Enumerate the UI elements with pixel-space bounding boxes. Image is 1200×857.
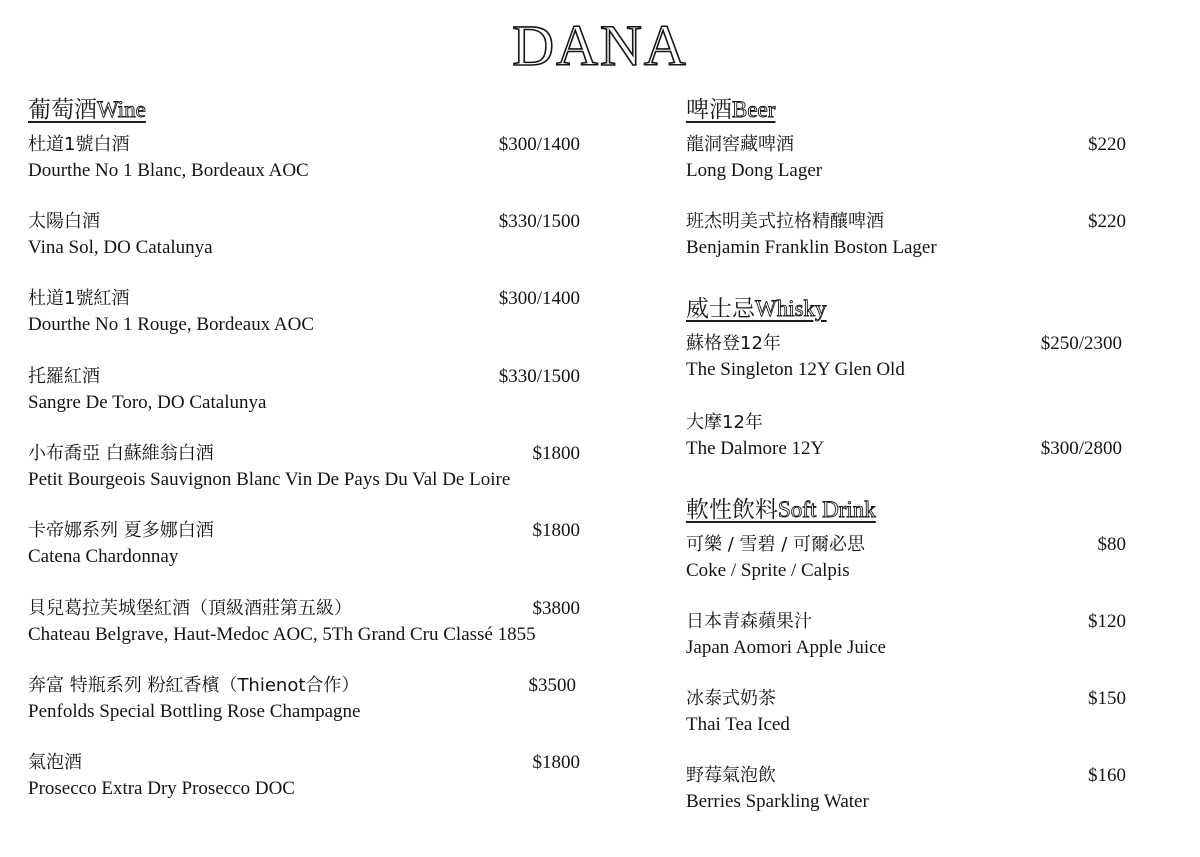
whisky-heading — [686, 295, 827, 323]
item-name-en: Vina Sol, DO Catalunya — [28, 237, 213, 258]
item-name-en: Thai Tea Iced — [686, 714, 790, 735]
soft-drink-heading-en: Soft Drink — [778, 497, 876, 522]
item-price: $3800 — [532, 598, 580, 619]
beer-heading — [686, 96, 775, 124]
item-name-en: Prosecco Extra Dry Prosecco DOC — [28, 778, 295, 799]
item-name-zh: 太陽白酒 — [28, 211, 100, 232]
whisky-heading-zh: 威士忌 — [686, 296, 755, 321]
item-name-en: Coke / Sprite / Calpis — [686, 560, 850, 581]
item-price: $300/2800 — [1040, 438, 1122, 459]
item-name-en: Sangre De Toro, DO Catalunya — [28, 392, 267, 413]
item-name-en: Penfolds Special Bottling Rose Champagne — [28, 701, 361, 722]
item-price: $80 — [1097, 534, 1126, 555]
item-name-zh: 冰泰式奶茶 — [686, 688, 776, 709]
item-name-zh: 貝兒葛拉芙城堡紅酒（頂級酒莊第五級） — [28, 598, 352, 619]
item-price: $300/1400 — [498, 288, 580, 309]
menu-title: DANA — [512, 13, 688, 78]
item-name-zh: 杜道1號紅酒 — [28, 288, 130, 309]
item-price: $1800 — [532, 443, 580, 464]
item-name-zh: 龍洞窖藏啤酒 — [686, 134, 794, 155]
beer-heading-zh: 啤酒 — [686, 97, 732, 122]
item-name-en: Dourthe No 1 Blanc, Bordeaux AOC — [28, 160, 309, 181]
item-name-zh: 卡帝娜系列 夏多娜白酒 — [28, 520, 214, 541]
item-price: $1800 — [532, 752, 580, 773]
item-name-en: Chateau Belgrave, Haut-Medoc AOC, 5Th Grand Cru Classé 1855 — [28, 624, 536, 645]
item-name-zh: 氣泡酒 — [28, 752, 82, 773]
item-price: $3500 — [528, 675, 576, 696]
beer-heading-en: Beer — [732, 97, 776, 122]
item-name-zh: 杜道1號白酒 — [28, 134, 130, 155]
item-name-en: Benjamin Franklin Boston Lager — [686, 237, 937, 258]
item-name-zh: 奔富 特瓶系列 粉紅香檳（Thienot合作） — [28, 675, 360, 696]
item-name-zh: 大摩12年 — [686, 412, 763, 433]
item-name-en: Dourthe No 1 Rouge, Bordeaux AOC — [28, 314, 315, 335]
item-name-zh: 蘇格登12年 — [686, 333, 781, 354]
item-price: $1800 — [532, 520, 580, 541]
item-name-zh: 日本青森蘋果汁 — [686, 611, 812, 632]
item-name-zh: 托羅紅酒 — [28, 366, 100, 387]
item-name-zh: 小布喬亞 白蘇維翁白酒 — [28, 443, 214, 464]
item-price: $220 — [1088, 211, 1126, 232]
item-name-en: The Singleton 12Y Glen Old — [686, 359, 905, 380]
item-name-en: Japan Aomori Apple Juice — [686, 637, 886, 658]
item-name-en: Catena Chardonnay — [28, 546, 179, 567]
wine-heading — [28, 96, 146, 124]
soft-drink-heading-zh: 軟性飲料 — [686, 497, 778, 522]
item-price: $330/1500 — [498, 211, 580, 232]
wine-heading-zh: 葡萄酒 — [28, 97, 97, 122]
item-name-zh: 班杰明美式拉格精釀啤酒 — [686, 211, 884, 232]
item-name-en: The Dalmore 12Y — [686, 438, 825, 459]
item-name-zh: 野莓氣泡飲 — [686, 765, 776, 786]
item-price: $120 — [1088, 611, 1126, 632]
item-name-en: Petit Bourgeois Sauvignon Blanc Vin De Pays Du Val De Loire — [28, 469, 511, 490]
whisky-heading-en: Whisky — [755, 296, 827, 321]
item-price: $160 — [1088, 765, 1126, 786]
item-name-zh: 可樂 / 雪碧 / 可爾必思 — [686, 534, 866, 555]
item-price: $330/1500 — [498, 366, 580, 387]
item-price: $250/2300 — [1040, 333, 1122, 354]
item-price: $300/1400 — [498, 134, 580, 155]
item-name-en: Berries Sparkling Water — [686, 791, 869, 812]
wine-heading-en: Wine — [97, 97, 146, 122]
item-price: $220 — [1088, 134, 1126, 155]
soft-drink-heading — [686, 496, 876, 524]
item-price: $150 — [1088, 688, 1126, 709]
item-name-en: Long Dong Lager — [686, 160, 823, 181]
